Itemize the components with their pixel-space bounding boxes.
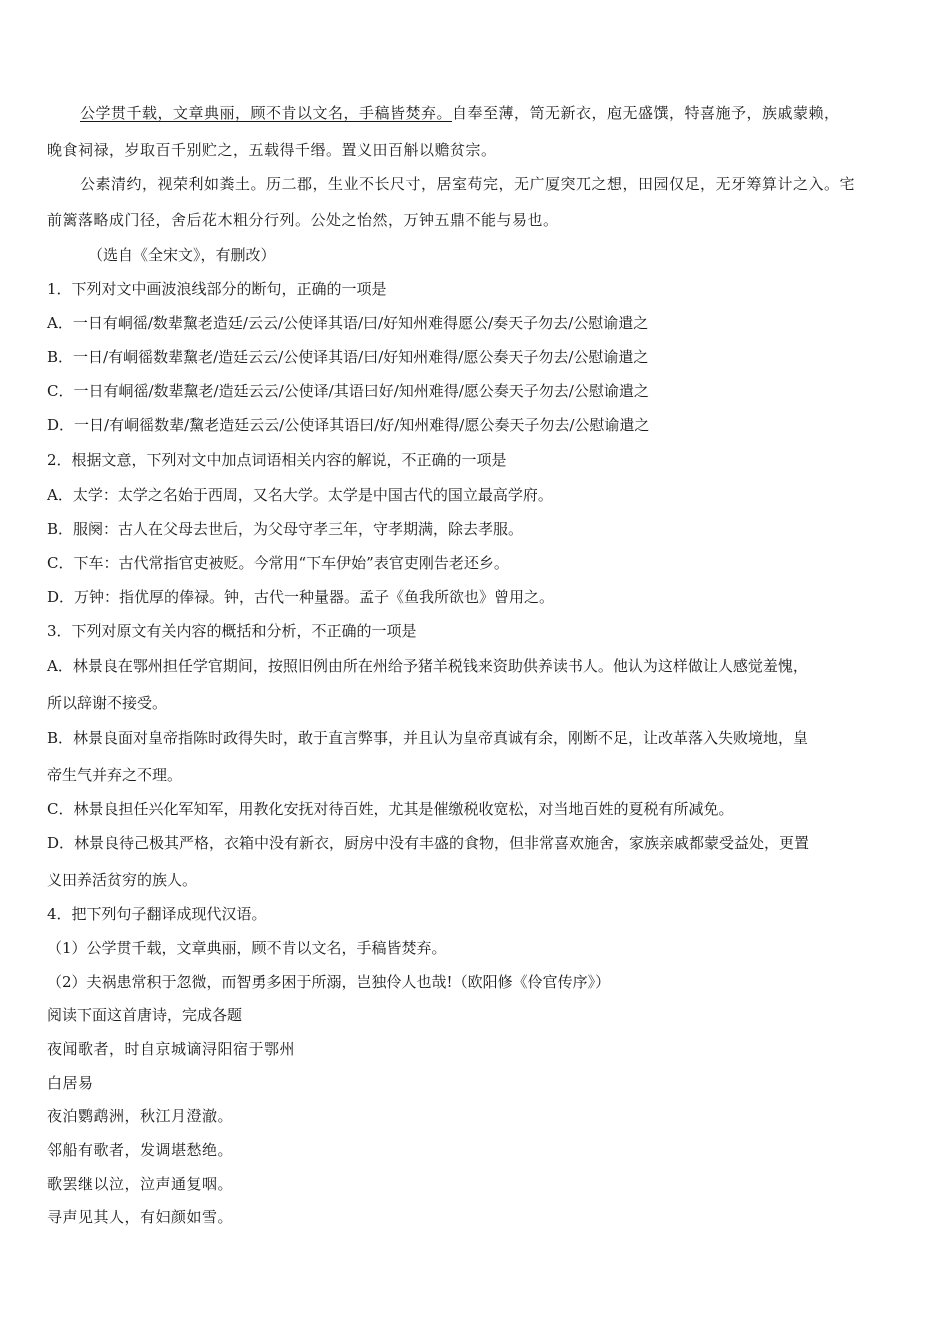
question-2-stem: 2．根据文意，下列对文中加点词语相关内容的解说，不正确的一项是 (47, 451, 507, 469)
question-1-option-a: A．一日有峒徭/数辈黧老造廷/云云/公使译其语/曰/好知州难得愿公/奏天子勿去/公慰谕遣之 (47, 314, 649, 332)
question-3-option-d-line-1: D．林景良待己极其严格，衣箱中没有新衣，厨房中没有丰盛的食物，但非常喜欢施舍，家族亲戚都蒙受益处，更置 (47, 834, 810, 852)
question-4-item-1: （1）公学贯千载，文章典丽，顾不肯以文名，手稿皆焚弃。 (47, 939, 447, 957)
question-2-option-d: D．万钟：指优厚的俸禄。钟，古代一种量器。孟子《鱼我所欲也》曾用之。 (47, 588, 555, 606)
passage-source: （选自《全宋文》，有删改） (88, 246, 276, 264)
question-1-option-b: B．一日/有峒徭数辈黧老/造廷云云/公使译其语/曰/好知州难得/愿公奏天子勿去/公慰谕遣之 (47, 348, 649, 366)
passage-paragraph-2-line-1: 公素清约，视荣利如粪土。历二郡，生业不长尺寸，居室苟完，无广厦突兀之想，田园仅足，无牙筹算计之入。宅 (80, 175, 856, 193)
passage-text: 自奉至薄，笥无新衣，庖无盛馔，特喜施予，族戚蒙赖， (452, 104, 840, 122)
poem-author: 白居易 (47, 1074, 94, 1092)
question-4-item-2: （2）夫祸患常积于忽微，而智勇多困于所溺，岂独伶人也哉!（欧阳修《伶官传序》） (47, 973, 611, 991)
question-3-option-c: C．林景良担任兴化军知军，用教化安抚对待百姓，尤其是催缴税收宽松，对当地百姓的夏税有所减免。 (47, 800, 734, 818)
question-2-option-a: A．太学：太学之名始于西周，又名大学。太学是中国古代的国立最高学府。 (47, 486, 553, 504)
question-1-option-d: D．一日/有峒徭数辈/黧老造廷云云/公使译其语曰/好/知州难得/愿公奏天子勿去/公慰谕遣之 (47, 416, 650, 434)
wavy-underlined-sentence: 公学贯千载，文章典丽，顾不肯以文名，手稿皆焚弃。 (80, 104, 453, 122)
passage-paragraph-2-line-2: 前篱落略成门径，舍后花木粗分行列。公处之怡然，万钟五鼎不能与易也。 (47, 211, 559, 229)
poem-line-4: 寻声见其人，有妇颜如雪。 (47, 1208, 234, 1226)
question-2-option-b: B．服阕：古人在父母去世后，为父母守孝三年，守孝期满，除去孝服。 (47, 520, 524, 538)
question-3-option-a-line-1: A．林景良在鄂州担任学官期间，按照旧例由所在州给予猪羊税钱来资助供养读书人。他认为这样做让人感觉羞愧， (47, 657, 808, 675)
poem-title: 夜闻歌者，时自京城谪浔阳宿于鄂州 (47, 1040, 296, 1058)
passage-paragraph-1-line-2: 晚食祠禄，岁取百千别贮之，五载得千缗。置义田百斛以赡贫宗。 (47, 141, 497, 159)
question-1-stem: 1．下列对文中画波浪线部分的断句，正确的一项是 (47, 280, 387, 298)
question-2-option-c: C．下车：古代常指官吏被贬。今常用“下车伊始”表官吏刚告老还乡。 (47, 554, 509, 572)
passage-paragraph-1-line-1 (80, 103, 840, 123)
poem-instruction: 阅读下面这首唐诗，完成各题 (47, 1006, 243, 1024)
poem-line-3: 歌罢继以泣，泣声通复咽。 (47, 1175, 234, 1193)
question-3-option-b-line-2: 帝生气并弃之不理。 (47, 766, 183, 784)
question-3-stem: 3．下列对原文有关内容的概括和分析，不正确的一项是 (47, 622, 417, 640)
poem-line-1: 夜泊鹦鹉洲，秋江月澄澈。 (47, 1107, 234, 1125)
question-3-option-d-line-2: 义田养活贫穷的族人。 (47, 871, 198, 889)
question-3-option-b-line-1: B．林景良面对皇帝指陈时政得失时，敢于直言弊事，并且认为皇帝真诚有余，刚断不足，让改革落入失败境地，皇 (47, 729, 809, 747)
question-3-option-a-line-2: 所以辞谢不接受。 (47, 694, 168, 712)
question-4-stem: 4．把下列句子翻译成现代汉语。 (47, 905, 267, 923)
question-1-option-c: C．一日有峒徭/数辈黧老/造廷云云/公使译/其语曰好/知州难得/愿公奏天子勿去/公慰谕遣之 (47, 382, 649, 400)
poem-line-2: 邻船有歌者，发调堪愁绝。 (47, 1141, 234, 1159)
